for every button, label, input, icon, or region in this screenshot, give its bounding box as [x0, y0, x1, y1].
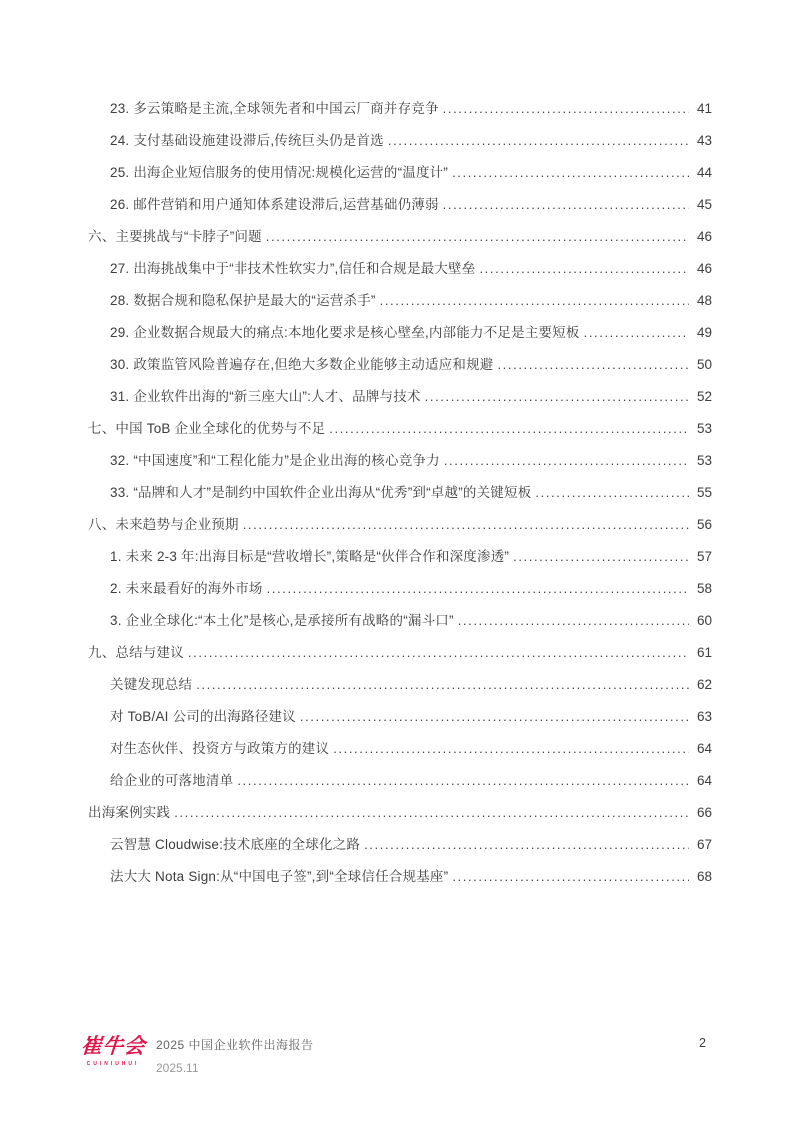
toc-entry-label: 27. 出海挑战集中于“非技术性软实力”,信任和合规是最大壁垒: [110, 261, 476, 276]
toc-page-number: 45: [696, 197, 712, 212]
toc-dot-leader: [364, 836, 689, 854]
toc-entry[interactable]: [88, 772, 712, 790]
toc-entry-label: 关键发现总结: [110, 677, 193, 692]
table-of-contents: [88, 100, 712, 900]
toc-entry[interactable]: [88, 356, 712, 374]
logo-text: 崔牛会: [79, 1035, 147, 1058]
toc-entry-label: 3. 企业全球化:“本土化”是核心,是承接所有战略的“漏斗口”: [110, 613, 454, 628]
toc-entry[interactable]: [88, 804, 712, 822]
toc-entry[interactable]: [88, 324, 712, 342]
toc-page-number: 64: [696, 773, 712, 788]
toc-page-number: 50: [696, 357, 712, 372]
toc-entry-label: 云智慧 Cloudwise:技术底座的全球化之路: [110, 837, 361, 852]
toc-entry-label: 24. 支付基础设施建设滞后,传统巨头仍是首选: [110, 133, 384, 148]
toc-page-number: 52: [696, 389, 712, 404]
cuiniuhui-logo: [80, 1030, 146, 1067]
toc-entry-label: 七、中国 ToB 企业全球化的优势与不足: [88, 421, 326, 436]
toc-page-number: 44: [696, 165, 712, 180]
toc-dot-leader: [266, 228, 689, 246]
toc-entry-label: 给企业的可落地清单: [110, 773, 234, 788]
toc-dot-leader: [443, 100, 689, 118]
toc-page-number: 46: [696, 261, 712, 276]
toc-dot-leader: [174, 804, 689, 822]
toc-page-number: 55: [696, 485, 712, 500]
toc-dot-leader: [458, 612, 689, 630]
toc-entry[interactable]: [88, 420, 712, 438]
toc-page-number: 62: [696, 677, 712, 692]
toc-entry[interactable]: [88, 644, 712, 662]
toc-page-number: 53: [696, 421, 712, 436]
toc-dot-leader: [188, 644, 689, 662]
toc-page-number: 67: [696, 837, 712, 852]
toc-entry[interactable]: [88, 228, 712, 246]
toc-page-number: 58: [696, 581, 712, 596]
toc-page-number: 68: [696, 869, 712, 884]
toc-entry-label: 28. 数据合规和隐私保护是最大的“运营杀手”: [110, 293, 376, 308]
toc-dot-leader: [443, 196, 689, 214]
toc-page-number: 60: [696, 613, 712, 628]
toc-entry-label: 29. 企业数据合规最大的痛点:本地化要求是核心壁垒,内部能力不足是主要短板: [110, 325, 580, 340]
toc-page-number: 66: [696, 805, 712, 820]
toc-page-number: 57: [696, 549, 712, 564]
toc-entry-label: 对 ToB/AI 公司的出海路径建议: [110, 709, 296, 724]
toc-dot-leader: [425, 388, 689, 406]
report-title: 2025 中国企业软件出海报告: [156, 1038, 314, 1052]
toc-entry-label: 1. 未来 2-3 年:出海目标是“营收增长”,策略是“伙伴合作和深度渗透”: [110, 549, 510, 564]
toc-dot-leader: [584, 324, 689, 342]
toc-entry[interactable]: [88, 292, 712, 310]
toc-entry-label: 33. “品牌和人才”是制约中国软件企业出海从“优秀”到“卓越”的关键短板: [110, 485, 532, 500]
toc-entry[interactable]: [88, 388, 712, 406]
toc-entry[interactable]: [88, 100, 712, 118]
toc-dot-leader: [388, 132, 689, 150]
toc-entry-label: 六、主要挑战与“卡脖子”问题: [88, 229, 262, 244]
page-footer: [80, 1030, 712, 1075]
toc-entry-label: 八、未来趋势与企业预期: [88, 517, 239, 532]
toc-entry-label: 法大大 Nota Sign:从“中国电子签”,到“全球信任合规基座”: [110, 869, 449, 884]
toc-entry[interactable]: [88, 548, 712, 566]
toc-dot-leader: [196, 676, 689, 694]
toc-page-number: 56: [696, 517, 712, 532]
toc-dot-leader: [452, 164, 689, 182]
toc-entry-label: 25. 出海企业短信服务的使用情况:规模化运营的“温度计”: [110, 165, 449, 180]
toc-entry-label: 2. 未来最看好的海外市场: [110, 581, 263, 596]
toc-dot-leader: [329, 420, 689, 438]
toc-dot-leader: [267, 580, 689, 598]
toc-entry[interactable]: [88, 612, 712, 630]
toc-page-number: 61: [696, 645, 712, 660]
toc-entry-label: 26. 邮件营销和用户通知体系建设滞后,运营基础仍薄弱: [110, 197, 439, 212]
toc-dot-leader: [513, 548, 689, 566]
toc-dot-leader: [479, 260, 689, 278]
report-date: 2025.11: [156, 1061, 199, 1075]
toc-dot-leader: [237, 772, 689, 790]
toc-dot-leader: [444, 452, 689, 470]
toc-dot-leader: [333, 740, 689, 758]
toc-dot-leader: [243, 516, 689, 534]
toc-dot-leader: [497, 356, 689, 374]
toc-entry[interactable]: [88, 260, 712, 278]
toc-page-number: 41: [696, 101, 712, 116]
toc-dot-leader: [452, 868, 689, 886]
toc-entry-label: 32. “中国速度”和“工程化能力”是企业出海的核心竞争力: [110, 453, 440, 468]
toc-entry[interactable]: [88, 580, 712, 598]
toc-page-number: 63: [696, 709, 712, 724]
toc-entry-label: 31. 企业软件出海的“新三座大山”:人才、品牌与技术: [110, 389, 421, 404]
toc-entry-label: 九、总结与建议: [88, 645, 184, 660]
toc-dot-leader: [380, 292, 689, 310]
toc-entry[interactable]: [88, 740, 712, 758]
toc-entry[interactable]: [88, 676, 712, 694]
toc-page-number: 64: [696, 741, 712, 756]
toc-entry[interactable]: [88, 452, 712, 470]
toc-page-number: 53: [696, 453, 712, 468]
logo-subtext: CUINIUHUI: [86, 1061, 140, 1067]
toc-dot-leader: [300, 708, 689, 726]
toc-entry[interactable]: [88, 836, 712, 854]
toc-page-number: 46: [696, 229, 712, 244]
toc-page-number: 43: [696, 133, 712, 148]
toc-dot-leader: [535, 484, 689, 502]
toc-entry-label: 对生态伙伴、投资方与政策方的建议: [110, 741, 330, 756]
page-number: 2: [699, 1036, 706, 1050]
toc-entry-label: 23. 多云策略是主流,全球领先者和中国云厂商并存竞争: [110, 101, 439, 116]
toc-page-number: 49: [696, 325, 712, 340]
toc-entry[interactable]: [88, 164, 712, 182]
toc-page-number: 48: [696, 293, 712, 308]
toc-entry[interactable]: [88, 516, 712, 534]
footer-branding: [80, 1030, 314, 1075]
toc-entry-label: 出海案例实践: [88, 805, 171, 820]
toc-entry[interactable]: [88, 484, 712, 502]
toc-entry-label: 30. 政策监管风险普遍存在,但绝大多数企业能够主动适应和规避: [110, 357, 494, 372]
toc-entry[interactable]: [88, 868, 712, 886]
toc-entry[interactable]: [88, 132, 712, 150]
footer-meta: [156, 1030, 314, 1075]
toc-entry[interactable]: [88, 196, 712, 214]
toc-entry[interactable]: [88, 708, 712, 726]
